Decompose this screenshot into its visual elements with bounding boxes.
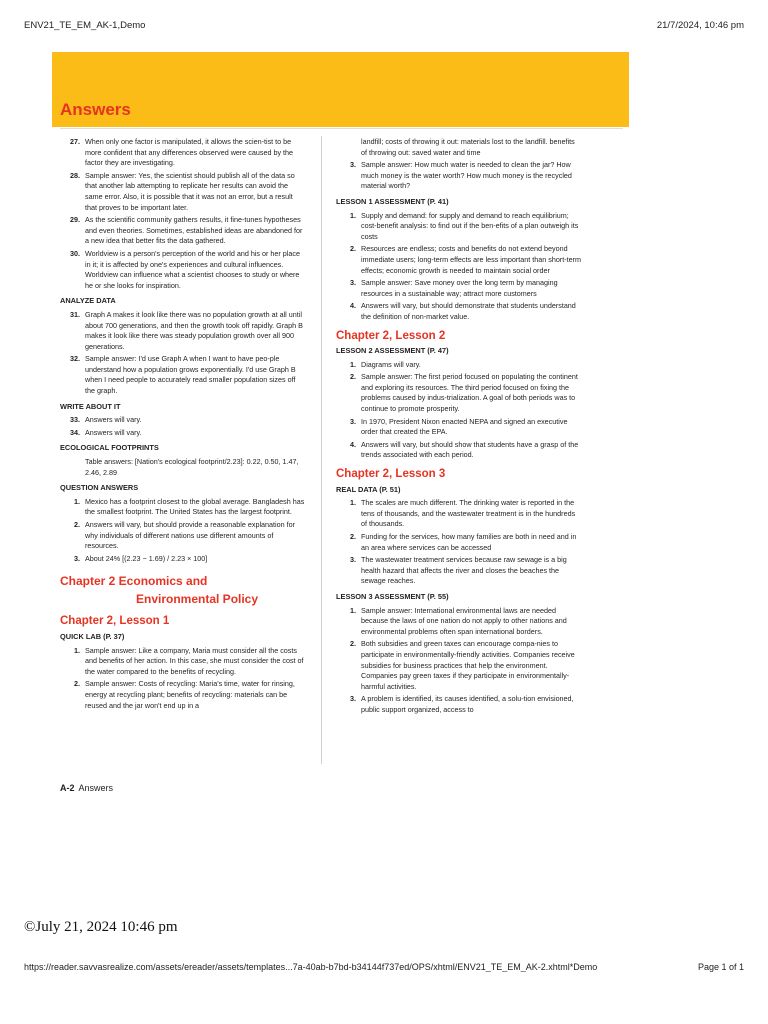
- answer-number: 30.: [70, 248, 80, 258]
- answer-number: 3.: [74, 553, 80, 563]
- answer-text: About 24% [(2.23 − 1.69) / 2.23 × 100]: [85, 553, 208, 563]
- chapter-heading: Chapter 2, Lesson 2: [336, 329, 446, 342]
- answer-item: [60, 497, 306, 518]
- section-heading: WRITE ABOUT IT: [60, 401, 121, 411]
- answer-number: 2.: [350, 639, 356, 649]
- answer-item: [60, 646, 306, 678]
- section-heading: QUESTION ANSWERS: [60, 483, 139, 493]
- answer-item: [336, 639, 582, 692]
- answer-number: 34.: [70, 427, 80, 437]
- answer-text: Funding for the services, how many families are both in need and in an area where services can be accessed: [361, 532, 577, 552]
- answer-number: 2.: [350, 372, 356, 382]
- answer-number: 27.: [70, 137, 80, 146]
- answer-number: 28.: [70, 170, 80, 180]
- answer-text: Graph A makes it look like there was no population growth at all until about 700 generations, and then the growth took off rapidly. Graph B makes it look like there was steady population growth over all 900 generations.: [85, 309, 303, 351]
- answer-text: Sample answer: I'd use Graph A when I want to have peo-ple understand how a population grows exponentially. I'd use Graph B when I need people to accurately read smaller population sizes off the graph.: [85, 354, 296, 396]
- answer-text: Supply and demand: for supply and demand to reach equilibrium; cost-benefit analysis: to find out if the ben-efits of a plan outweigh its costs: [361, 210, 579, 241]
- section-heading: LESSON 3 ASSESSMENT (P. 55): [336, 591, 449, 601]
- answer-text: Answers will vary.: [85, 415, 142, 425]
- answer-text: Sample answer: Yes, the scientist should publish all of the data so that another lab attempting to replicate her results can avoid the same error. Also, it is possible that it was not an error, but a result that proves to be important later.: [85, 170, 295, 212]
- answer-text: Diagrams will vary.: [361, 359, 421, 369]
- answer-number: 4.: [350, 439, 356, 449]
- section-heading: ANALYZE DATA: [60, 296, 116, 306]
- answer-number: 1.: [74, 645, 80, 655]
- chapter-title-line-2: Environmental Policy: [136, 592, 259, 607]
- page-footer: [60, 783, 113, 793]
- answer-number: 31.: [70, 309, 80, 319]
- answer-item: [60, 354, 306, 396]
- answer-number: 3.: [350, 160, 356, 170]
- answer-item: [336, 301, 582, 322]
- section-heading: QUICK LAB (P. 37): [60, 631, 125, 641]
- browser-header-datetime: 21/7/2024, 10:46 pm: [656, 20, 744, 31]
- left-column: [60, 137, 306, 713]
- answer-text: Sample answer: The first period focused on populating the continent and exploring its resources. The third period focused on fixing the problems caused by indus-trialization. A goal of both periods was to continue to promote prosperity.: [361, 372, 578, 414]
- answer-text: Answers will vary, but should show that students have a grasp of the trends associated with each period.: [361, 439, 579, 460]
- answer-text: Sample answer: Costs of recycling: Maria's time, water for rinsing, energy at recycling plant; benefits of recycling: materials can be reused and the jar won't end up in a: [85, 679, 295, 710]
- answer-text: Sample answer: Save money over the long term by managing resources in a sustainable way; attract more customers: [361, 278, 558, 298]
- answer-number: 1.: [350, 498, 356, 508]
- answer-text: Sample answer: International environmental laws are needed because the laws of one nation do not apply to other nations and environmental problems often span international borders.: [361, 605, 567, 636]
- answer-number: 2.: [350, 244, 356, 254]
- answer-item: [336, 532, 582, 553]
- answer-paragraph: landfill; costs of throwing it out: materials lost to the landfill. benefits of throwing out: saved water and time: [361, 137, 575, 157]
- answer-item: [336, 278, 582, 299]
- answer-paragraph: Table answers: [Nation's ecological footprint/2.23]: 0.22, 0.50, 1.47, 2.46, 2.89: [85, 457, 299, 477]
- answer-number: 3.: [350, 555, 356, 565]
- answer-number: 29.: [70, 215, 80, 225]
- answer-item: [60, 171, 306, 213]
- chapter-title-line-1: Chapter 2 Economics and: [60, 574, 208, 589]
- answer-number: 1.: [350, 210, 356, 220]
- answer-number: 1.: [350, 359, 356, 369]
- answer-number: 3.: [350, 694, 356, 704]
- browser-header-title: ENV21_TE_EM_AK-1,Demo: [24, 20, 146, 31]
- answer-item: [336, 244, 582, 276]
- answer-number: 2.: [74, 679, 80, 689]
- answer-text: In 1970, President Nixon enacted NEPA and signed an executive order that created the EPA.: [361, 416, 568, 437]
- answer-item: [60, 554, 306, 565]
- answer-item: [60, 520, 306, 552]
- section-heading: LESSON 2 ASSESSMENT (P. 47): [336, 346, 449, 356]
- chapter-title: [60, 572, 306, 608]
- answer-number: 2.: [350, 532, 356, 541]
- answer-item: [336, 555, 582, 587]
- answer-number: 3.: [350, 278, 356, 288]
- answer-item: [60, 137, 306, 169]
- answer-text: Mexico has a footprint closest to the global average. Bangladesh has the smallest footprint. The United States has the largest footprint.: [85, 496, 305, 517]
- answer-item: [336, 498, 582, 530]
- answer-number: 3.: [350, 416, 356, 426]
- answer-item: [336, 606, 582, 638]
- answer-number: 33.: [70, 415, 80, 425]
- section-heading: REAL DATA (P. 51): [336, 484, 401, 494]
- answer-item: [60, 428, 306, 439]
- section-heading: LESSON 1 ASSESSMENT (P. 41): [336, 196, 449, 206]
- answer-item: [60, 310, 306, 352]
- answer-number: 2.: [74, 520, 80, 529]
- column-divider: [321, 136, 322, 764]
- header-divider: [60, 128, 623, 129]
- section-heading: ECOLOGICAL FOOTPRINTS: [60, 443, 159, 453]
- answer-text: Answers will vary, but should demonstrate that students understand the definition of non-market value.: [361, 301, 576, 321]
- page-title: Answers: [60, 100, 131, 119]
- answer-item: [336, 694, 582, 715]
- answer-item: [60, 679, 306, 711]
- footer-page-label: A-2: [60, 783, 75, 793]
- answer-text: Answers will vary, but should provide a reasonable explanation for why individuals of different nations use different amounts of resources.: [85, 520, 296, 551]
- answer-text: The wastewater treatment services because raw sewage is a big health hazard that affects the river and closes the beaches the sewage reaches.: [361, 555, 567, 586]
- answer-text: Resources are endless; costs and benefits do not extend beyond immediate users; long-term effects are less important than short-term effects; economic growth is needed to maintain social order: [361, 244, 581, 275]
- answer-number: 4.: [350, 301, 356, 311]
- answer-text: A problem is identified, its causes identified, a solu-tion envisioned, public support organized, access to: [361, 694, 574, 714]
- answer-item: [60, 249, 306, 291]
- answer-text: Sample answer: Like a company, Maria must consider all the costs and benefits of her action. In this case, she must consider the cost of the water compared to the benefits of recycling.: [85, 645, 304, 676]
- chapter-heading: Chapter 2, Lesson 1: [60, 615, 170, 628]
- answer-text: As the scientific community gathers results, it fine-tunes hypotheses and even theories. Sometimes, established ideas are abandoned for a new idea that better fits the data gathered.: [85, 215, 303, 246]
- answer-text: Sample answer: How much water is needed to clean the jar? How much money is the water worth? How much money is the recycled material worth?: [361, 160, 572, 191]
- answer-item: [336, 160, 582, 192]
- page-count: Page 1 of 1: [697, 962, 744, 972]
- chapter-heading: Chapter 2, Lesson 3: [336, 468, 446, 481]
- answer-text: Worldview is a person's perception of the world and his or her place in it; it is affected by one's experiences and cultural influences. Worldview can influence what a scientist chooses to study or where he or she looks for inspiration.: [85, 248, 300, 290]
- answer-item: [60, 415, 306, 426]
- answer-item: [60, 215, 306, 247]
- answer-number: 1.: [74, 496, 80, 506]
- timestamp-stamp: ©July 21, 2024 10:46 pm: [24, 919, 178, 935]
- answer-number: 1.: [350, 605, 356, 615]
- answer-item: [336, 440, 582, 461]
- answer-text: Both subsidies and green taxes can encourage compa-nies to participate in environmentally-friendly activities. Companies receive subsidies for business practices that help the environment. Companies pay green taxes if they participate in environmentally-harmful activities.: [361, 639, 575, 691]
- answer-text: The scales are much different. The drinking water is reported in the tens of thousands, and the wastewater treatment is in the hundreds of thousands.: [361, 498, 576, 529]
- right-column: [336, 137, 582, 718]
- footer-section: Answers: [78, 783, 114, 793]
- answer-text: When only one factor is manipulated, it allows the scien-tist to be more confident that any differences observed were caused by the factor they are investigating.: [85, 137, 294, 168]
- answer-text: Answers will vary.: [85, 427, 142, 437]
- header-band: [52, 52, 629, 127]
- answer-number: 32.: [70, 354, 80, 364]
- page-url[interactable]: https://reader.savvasrealize.com/assets/ereader/assets/templates...7a-40ab-b7bd-b34144f737ed/OPS/xhtml/ENV21_TE_EM_AK-2.xhtml*Demo: [24, 962, 598, 972]
- answer-item: [336, 360, 582, 371]
- answer-item: [336, 372, 582, 414]
- answer-item: [336, 417, 582, 438]
- answer-item: [336, 211, 582, 243]
